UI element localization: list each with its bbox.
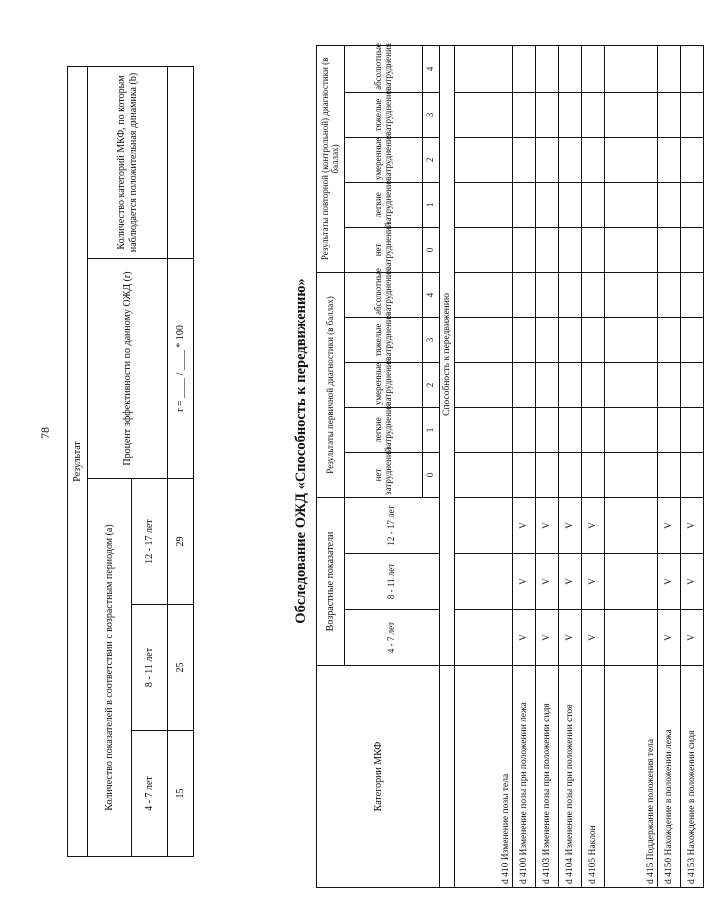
score-entry-cell[interactable] xyxy=(658,272,681,317)
age-mark-cell: V xyxy=(559,610,582,666)
row-label: d 410 Изменение позы тела xyxy=(455,666,513,888)
score-entry-cell[interactable] xyxy=(513,137,536,182)
score-entry-cell[interactable] xyxy=(559,452,582,497)
score-entry-cell[interactable] xyxy=(559,45,582,92)
score-entry-cell[interactable] xyxy=(559,407,582,452)
score-entry-cell[interactable] xyxy=(559,272,582,317)
score-entry-cell[interactable] xyxy=(559,137,582,182)
score-cell: 3 xyxy=(423,317,440,362)
score-entry-cell[interactable] xyxy=(658,45,681,92)
age-mark-cell: V xyxy=(681,554,704,610)
score-entry-cell[interactable] xyxy=(605,137,658,182)
score-entry-cell[interactable] xyxy=(681,45,704,92)
row-label: d 4105 Наклон xyxy=(582,666,605,888)
score-entry-cell[interactable] xyxy=(681,317,704,362)
table-row xyxy=(536,45,559,887)
row-label: d 4153 Нахождение в положении сидя xyxy=(681,666,704,888)
row-label: d 4104 Изменение позы при положении стоя xyxy=(559,666,582,888)
score-entry-cell[interactable] xyxy=(536,272,559,317)
age-mark-cell: V xyxy=(536,554,559,610)
score-entry-cell[interactable] xyxy=(658,227,681,272)
primary-header: Результаты первичной диагностики (в баллах) xyxy=(317,272,345,497)
score-entry-cell[interactable] xyxy=(559,92,582,137)
age-mark-cell: V xyxy=(681,610,704,666)
age-value-cell: 25 xyxy=(168,605,194,731)
age-mark-cell: V xyxy=(536,497,559,553)
score-entry-cell[interactable] xyxy=(536,362,559,407)
group-row xyxy=(455,45,513,887)
score-entry-cell[interactable] xyxy=(582,317,605,362)
score-entry-cell[interactable] xyxy=(536,182,559,227)
score-entry-cell[interactable] xyxy=(605,452,658,497)
score-entry-cell[interactable] xyxy=(455,182,513,227)
row-label: d 4103 Изменение позы при положении сидя xyxy=(536,666,559,888)
score-cell: 0 xyxy=(423,227,440,272)
section-row-cell xyxy=(440,666,455,888)
score-entry-cell[interactable] xyxy=(681,272,704,317)
results-table xyxy=(67,66,194,857)
severity-header: нет затруднений xyxy=(345,452,423,497)
age-mark-cell: V xyxy=(658,554,681,610)
score-entry-cell[interactable] xyxy=(582,362,605,407)
group-row xyxy=(605,45,658,887)
age-group-header: 12 - 17 лет xyxy=(345,497,440,553)
score-entry-cell[interactable] xyxy=(681,362,704,407)
age-group-cell: 4 - 7 лет xyxy=(132,731,168,857)
score-cell: 2 xyxy=(423,362,440,407)
score-entry-cell[interactable] xyxy=(513,362,536,407)
score-entry-cell[interactable] xyxy=(681,452,704,497)
section-row-label: Способность к передвижению xyxy=(440,45,455,665)
score-entry-cell[interactable] xyxy=(582,92,605,137)
score-entry-cell[interactable] xyxy=(536,407,559,452)
age-mark-cell: V xyxy=(559,554,582,610)
age-group-cell: 8 - 11 лет xyxy=(132,605,168,731)
age-mark-cell: V xyxy=(582,610,605,666)
formula-cell: r = ____ / ____ * 100 xyxy=(168,259,194,479)
score-entry-cell[interactable] xyxy=(681,182,704,227)
age-group-cell: 12 - 17 лет xyxy=(132,479,168,605)
score-entry-cell[interactable] xyxy=(658,182,681,227)
table-row xyxy=(658,45,681,887)
age-mark-cell xyxy=(605,554,658,610)
score-entry-cell[interactable] xyxy=(582,45,605,92)
age-mark-cell: V xyxy=(513,610,536,666)
score-entry-cell[interactable] xyxy=(605,182,658,227)
score-entry-cell[interactable] xyxy=(582,137,605,182)
table-row xyxy=(681,45,704,887)
col-age: Возрастные показатели xyxy=(317,497,345,665)
severity-header: умеренные затруднения xyxy=(345,137,423,182)
severity-header: нет затруднений xyxy=(345,227,423,272)
score-entry-cell[interactable] xyxy=(513,227,536,272)
age-mark-cell: V xyxy=(681,497,704,553)
score-entry-cell[interactable] xyxy=(658,137,681,182)
row-label: d 415 Поддержание положения тела xyxy=(605,666,658,888)
age-mark-cell xyxy=(455,497,513,553)
score-entry-cell[interactable] xyxy=(658,317,681,362)
age-mark-cell: V xyxy=(536,610,559,666)
score-entry-cell[interactable] xyxy=(455,452,513,497)
score-entry-cell[interactable] xyxy=(455,137,513,182)
score-entry-cell[interactable] xyxy=(455,45,513,92)
age-value-cell: 15 xyxy=(168,731,194,857)
score-entry-cell[interactable] xyxy=(536,137,559,182)
score-entry-cell[interactable] xyxy=(513,92,536,137)
age-mark-cell: V xyxy=(513,554,536,610)
row-label: d 4150 Нахождение в положении лежа xyxy=(658,666,681,888)
score-entry-cell[interactable] xyxy=(582,407,605,452)
table-body xyxy=(455,45,704,887)
score-entry-cell[interactable] xyxy=(681,407,704,452)
score-entry-cell[interactable] xyxy=(455,92,513,137)
score-entry-cell[interactable] xyxy=(658,362,681,407)
score-entry-cell[interactable] xyxy=(559,317,582,362)
score-entry-cell[interactable] xyxy=(513,407,536,452)
score-entry-cell[interactable] xyxy=(582,272,605,317)
score-cell: 3 xyxy=(423,92,440,137)
score-entry-cell[interactable] xyxy=(605,317,658,362)
row-label: d 4100 Изменение позы при положении лежа xyxy=(513,666,536,888)
score-entry-cell[interactable] xyxy=(455,272,513,317)
score-entry-cell[interactable] xyxy=(455,407,513,452)
score-entry-cell[interactable] xyxy=(559,227,582,272)
age-group-header: 4 - 7 лет xyxy=(345,610,440,666)
age-mark-cell: V xyxy=(658,610,681,666)
score-entry-cell[interactable] xyxy=(513,45,536,92)
score-entry-cell[interactable] xyxy=(582,182,605,227)
score-cell: 0 xyxy=(423,452,440,497)
score-entry-cell[interactable] xyxy=(455,227,513,272)
section-title: Обследование ОЖД «Способность к передвижению» xyxy=(293,278,309,624)
results-caption: Результат xyxy=(68,66,88,856)
score-entry-cell[interactable] xyxy=(681,92,704,137)
age-mark-cell xyxy=(455,554,513,610)
score-entry-cell[interactable] xyxy=(658,407,681,452)
score-entry-cell[interactable] xyxy=(605,227,658,272)
col-a-header: Количество показателей в соответствии с возрастным периодом (a) xyxy=(88,479,132,857)
age-mark-cell xyxy=(605,497,658,553)
mobility-table xyxy=(316,45,704,888)
score-entry-cell[interactable] xyxy=(536,452,559,497)
score-entry-cell[interactable] xyxy=(605,407,658,452)
score-entry-cell[interactable] xyxy=(536,227,559,272)
col-r-header: Процент эффективности по данному ОЖД (r) xyxy=(88,259,168,479)
age-mark-cell xyxy=(605,610,658,666)
age-mark-cell xyxy=(455,610,513,666)
severity-header: абсолютные затруднения xyxy=(345,45,423,92)
severity-header: умеренные затруднения xyxy=(345,362,423,407)
score-entry-cell[interactable] xyxy=(513,317,536,362)
score-entry-cell[interactable] xyxy=(658,452,681,497)
age-mark-cell: V xyxy=(513,497,536,553)
score-entry-cell[interactable] xyxy=(582,227,605,272)
col-category: Категории МКФ xyxy=(317,666,440,888)
score-entry-cell[interactable] xyxy=(605,362,658,407)
score-entry-cell[interactable] xyxy=(536,317,559,362)
score-cell: 2 xyxy=(423,137,440,182)
score-cell: 1 xyxy=(423,182,440,227)
score-entry-cell[interactable] xyxy=(559,182,582,227)
score-cell: 4 xyxy=(423,272,440,317)
table-row xyxy=(513,45,536,887)
score-entry-cell[interactable] xyxy=(455,362,513,407)
score-entry-cell[interactable] xyxy=(658,92,681,137)
score-entry-cell[interactable] xyxy=(536,92,559,137)
table-row xyxy=(559,45,582,887)
score-entry-cell[interactable] xyxy=(559,362,582,407)
score-entry-cell[interactable] xyxy=(605,272,658,317)
col-b-value xyxy=(168,66,194,258)
severity-header: абсолютные затруднения xyxy=(345,272,423,317)
repeat-header: Результаты повторной (контрольной) диагностики (в баллах) xyxy=(317,45,345,272)
score-entry-cell[interactable] xyxy=(582,452,605,497)
table-row xyxy=(582,45,605,887)
score-entry-cell[interactable] xyxy=(605,92,658,137)
score-cell: 1 xyxy=(423,407,440,452)
score-cell: 4 xyxy=(423,45,440,92)
age-mark-cell: V xyxy=(559,497,582,553)
score-entry-cell[interactable] xyxy=(513,182,536,227)
severity-header: легкие затруднения xyxy=(345,407,423,452)
col-b-header: Количество категорий МКФ, по которым наблюдается положительная динамика (b) xyxy=(88,66,168,258)
age-mark-cell: V xyxy=(658,497,681,553)
page-number: 78 xyxy=(38,427,52,439)
score-entry-cell[interactable] xyxy=(513,452,536,497)
severity-header: тяжелые затруднения xyxy=(345,317,423,362)
score-entry-cell[interactable] xyxy=(536,45,559,92)
age-mark-cell: V xyxy=(582,497,605,553)
severity-header: легкие затруднения xyxy=(345,182,423,227)
score-entry-cell[interactable] xyxy=(681,227,704,272)
age-value-cell: 29 xyxy=(168,479,194,605)
score-entry-cell[interactable] xyxy=(455,317,513,362)
score-entry-cell[interactable] xyxy=(513,272,536,317)
score-entry-cell[interactable] xyxy=(605,45,658,92)
age-group-header: 8 - 11 лет xyxy=(345,554,440,610)
age-mark-cell: V xyxy=(582,554,605,610)
score-entry-cell[interactable] xyxy=(681,137,704,182)
severity-header: тяжелые затруднения xyxy=(345,92,423,137)
